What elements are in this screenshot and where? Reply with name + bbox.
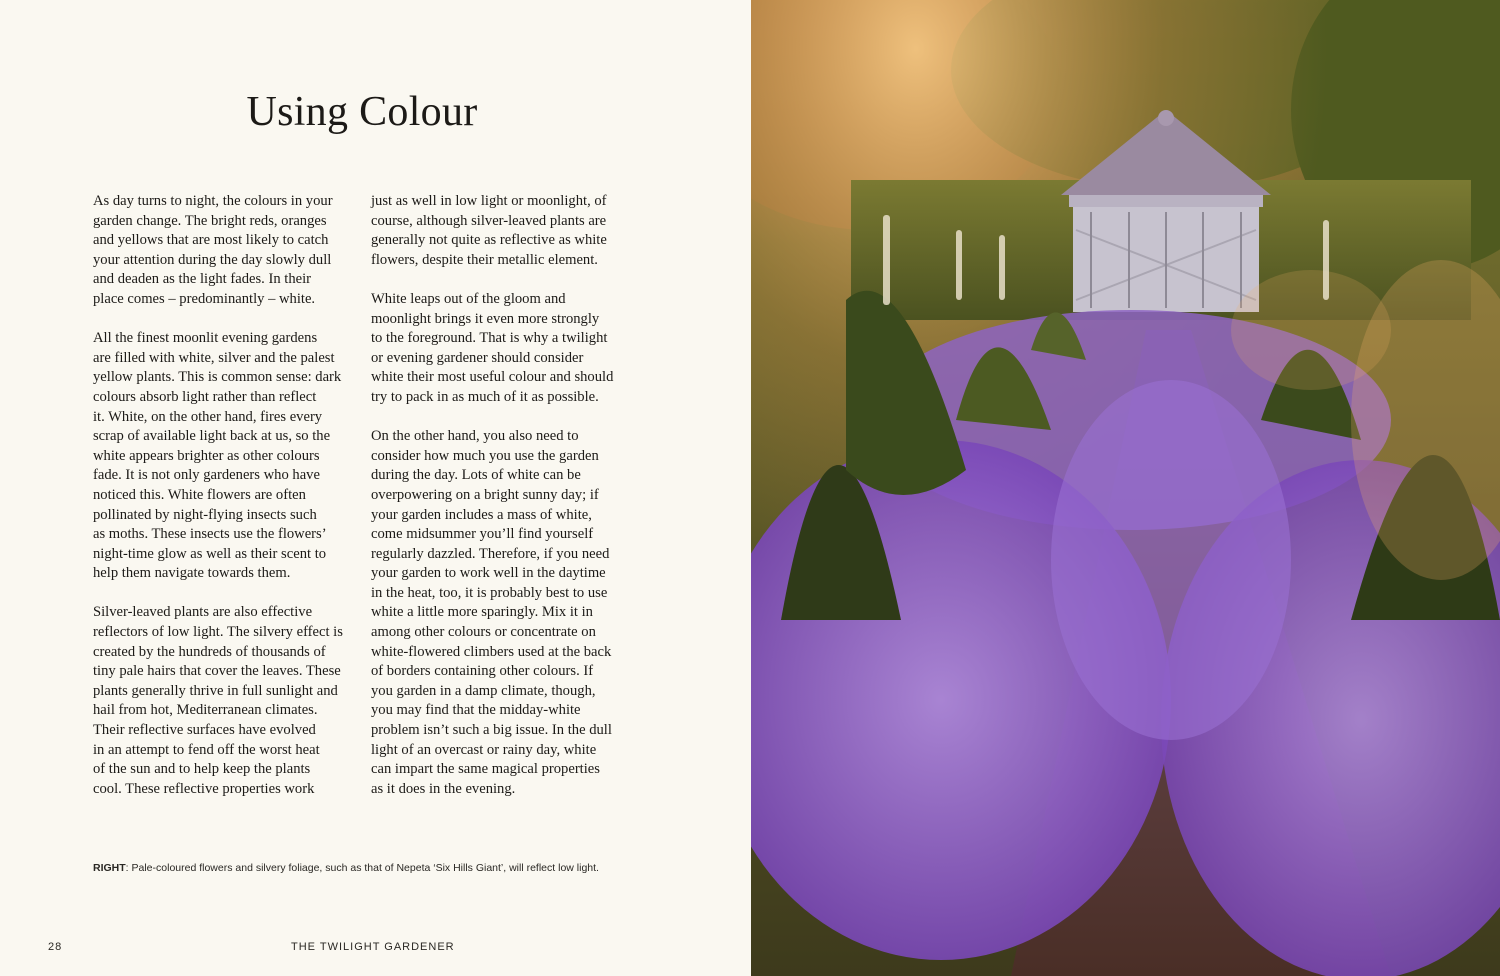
body-text-line: overpowering on a bright sunny day; if [371, 486, 599, 503]
text-column-1 [93, 192, 361, 819]
body-text-line: white appears brighter as other colours [93, 447, 320, 464]
body-text-line: and deaden as the light fades. In their [93, 271, 312, 288]
body-text-line: noticed this. White flowers are often [93, 486, 306, 503]
body-text-line: or evening gardener should consider [371, 349, 584, 366]
body-text-line: flowers, despite their metallic element. [371, 251, 598, 268]
body-text-line: place comes – predominantly – white. [93, 290, 316, 307]
body-paragraph [93, 192, 361, 310]
body-text-line: Silver-leaved plants are also effective [93, 604, 313, 621]
body-text-line: among other colours or concentrate on [371, 624, 596, 641]
body-text-line: white their most useful colour and should [371, 369, 614, 386]
body-text-line: you garden in a damp climate, though, [371, 682, 596, 699]
body-text-line: are filled with white, silver and the palest [93, 349, 335, 366]
body-paragraph [371, 290, 639, 408]
caption-label: RIGHT [93, 862, 126, 874]
running-head: THE TWILIGHT GARDENER [291, 941, 455, 953]
body-paragraph [371, 427, 639, 799]
body-text-line: as moths. These insects use the flowers’ [93, 526, 327, 543]
body-text-line: On the other hand, you also need to [371, 428, 579, 445]
body-text-line: light of an overcast or rainy day, white [371, 741, 597, 758]
body-text-line: tiny pale hairs that cover the leaves. These [93, 663, 341, 680]
body-text-line: white a little more sparingly. Mix it in [371, 604, 593, 621]
body-text-line: your garden to work well in the daytime [371, 565, 606, 582]
body-text-line: Their reflective surfaces have evolved [93, 722, 316, 739]
garden-photo [751, 0, 1500, 976]
body-text-line: as it does in the evening. [371, 780, 516, 797]
body-text-line: moonlight brings it even more strongly [371, 310, 600, 327]
page-number: 28 [48, 941, 63, 953]
body-text-line: All the finest moonlit evening gardens [93, 330, 318, 347]
body-text-line: night-time glow as well as their scent to [93, 545, 327, 562]
body-text-line: your garden includes a mass of white, [371, 506, 592, 523]
photo-caption [93, 862, 713, 874]
text-column-2 [371, 192, 639, 819]
body-text-line: created by the hundreds of thousands of [93, 643, 326, 660]
body-text-line: just as well in low light or moonlight, of [371, 193, 607, 209]
body-text-line: try to pack in as much of it as possible. [371, 388, 599, 405]
body-text-line: cool. These reflective properties work [93, 780, 315, 797]
body-text-line: hail from hot, Mediterranean climates. [93, 702, 318, 719]
body-text-line: reflectors of low light. The silvery effect is [93, 624, 343, 641]
body-text-line: yellow plants. This is common sense: dark [93, 369, 342, 386]
body-text-line: As day turns to night, the colours in your [93, 193, 333, 209]
body-text-line: you may find that the midday-white [371, 702, 581, 719]
body-text-line: fade. It is not only gardeners who have [93, 467, 320, 484]
body-text-line: plants generally thrive in full sunlight and [93, 682, 338, 699]
body-text-line: of borders containing other colours. If [371, 663, 594, 680]
body-text-line: can impart the same magical properties [371, 761, 600, 778]
body-text-line: and yellows that are most likely to catch [93, 232, 329, 249]
body-text-line: in the heat, too, it is probably best to use [371, 584, 608, 601]
body-text-line: course, although silver-leaved plants are [371, 212, 607, 229]
body-paragraph [371, 192, 639, 270]
body-text-line: scrap of available light back at us, so the [93, 428, 331, 445]
body-text-line: it. White, on the other hand, fires every [93, 408, 323, 425]
body-text-line: in an attempt to fend off the worst heat [93, 741, 320, 758]
body-text-line: your attention during the day slowly dull [93, 251, 332, 268]
page-title: Using Colour [246, 89, 478, 135]
body-text-line: White leaps out of the gloom and [371, 290, 566, 307]
body-text-line: of the sun and to help keep the plants [93, 761, 311, 778]
body-text-line: pollinated by night-flying insects such [93, 506, 317, 523]
body-text-line: during the day. Lots of white can be [371, 467, 581, 484]
body-text-line: regularly dazzled. Therefore, if you need [371, 545, 610, 562]
body-text-line: help them navigate towards them. [93, 565, 291, 582]
body-paragraph [93, 603, 361, 799]
body-text-line: consider how much you use the garden [371, 447, 599, 464]
body-text-line: colours absorb light rather than reflect [93, 388, 317, 405]
body-text-line: garden change. The bright reds, oranges [93, 212, 327, 229]
body-text-line: problem isn’t such a big issue. In the dull [371, 722, 612, 739]
body-text-line: generally not quite as reflective as white [371, 232, 607, 249]
garden-photo-illustration [751, 0, 1500, 976]
caption-text: : Pale-coloured flowers and silvery foliage, such as that of Nepeta ‘Six Hills Giant’, will reflect low light. [125, 862, 599, 874]
body-text-line: come midsummer you’ll find yourself [371, 526, 594, 543]
body-paragraph [93, 329, 361, 584]
body-text-line: to the foreground. That is why a twilight [371, 330, 608, 347]
body-text-line: white-flowered climbers used at the back [371, 643, 612, 660]
